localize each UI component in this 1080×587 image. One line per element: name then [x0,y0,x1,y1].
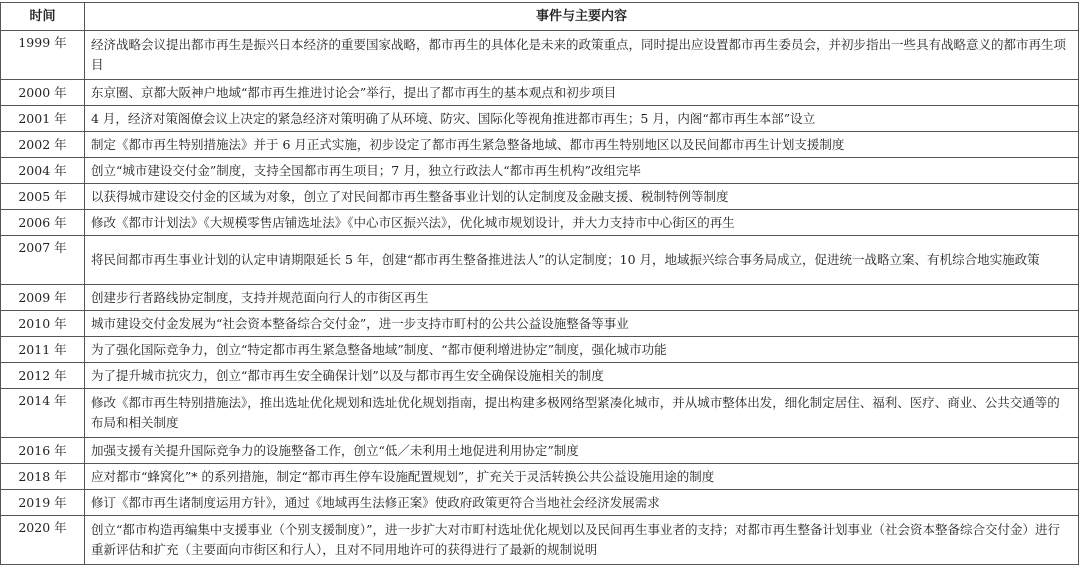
table-row [1,158,1079,184]
table-row [1,337,1079,363]
row-year: 2014 年 [1,389,85,438]
table-row [1,210,1079,236]
table-body [1,31,1079,565]
row-year: 2011 年 [1,337,85,363]
table-row [1,516,1079,565]
row-event: 为了提升城市抗灾力，创立“都市再生安全确保计划”以及与都市再生安全确保设施相关的制度 [85,363,1079,389]
row-year: 2010 年 [1,311,85,337]
urban-regeneration-timeline-table [0,2,1079,565]
row-event: 加强支援有关提升国际竞争力的设施整备工作，创立“低／未利用土地促进利用协定”制度 [85,438,1079,464]
row-year: 2018 年 [1,464,85,490]
row-event: 城市建设交付金发展为“社会资本整备综合交付金”，进一步支持市町村的公共公益设施整备等事业 [85,311,1079,337]
table-row [1,285,1079,311]
table-row [1,236,1079,285]
row-year: 2002 年 [1,132,85,158]
table-row [1,311,1079,337]
row-event: 经济战略会议提出都市再生是振兴日本经济的重要国家战略，都市再生的具体化是未来的政策重点，同时提出应设置都市再生委员会，并初步指出一些具有战略意义的都市再生项目 [85,31,1079,80]
row-event: 将民间都市再生事业计划的认定申请期限延长 5 年，创建“都市再生整备推进法人”的认定制度；10 月，地域振兴综合事务局成立，促进统一战略立案、有机综合地实施政策 [85,236,1079,285]
row-year: 2020 年 [1,516,85,565]
table-row [1,464,1079,490]
row-event: 以获得城市建设交付金的区域为对象，创立了对民间都市再生整备事业计划的认定制度及金融支援、税制特例等制度 [85,184,1079,210]
row-year: 2019 年 [1,490,85,516]
row-year: 1999 年 [1,31,85,80]
header-event: 事件与主要内容 [85,3,1079,31]
table-row [1,106,1079,132]
row-event: 东京圈、京都大阪神户地域“都市再生推进讨论会”举行，提出了都市再生的基本观点和初步项目 [85,80,1079,106]
row-event: 为了强化国际竞争力，创立“特定都市再生紧急整备地域”制度、“都市便利增进协定”制度，强化城市功能 [85,337,1079,363]
row-event: 修改《都市再生特别措施法》，推出选址优化规划和选址优化规划指南，提出构建多极网络型紧凑化城市，并从城市整体出发，细化制定居住、福利、医疗、商业、公共交通等的布局和相关制度 [85,389,1079,438]
row-year: 2001 年 [1,106,85,132]
row-event: 创立“城市建设交付金”制度，支持全国都市再生项目；7 月，独立行政法人“都市再生机构”改组完毕 [85,158,1079,184]
row-event: 应对都市“蜂窝化”* 的系列措施，制定“都市再生停车设施配置规划”，扩充关于灵活转换公共公益设施用途的制度 [85,464,1079,490]
row-year: 2007 年 [1,236,85,285]
urban-regeneration-table-container [0,2,1078,565]
table-row [1,490,1079,516]
row-event: 4 月，经济对策阁僚会议上决定的紧急经济对策明确了从环境、防灾、国际化等视角推进都市再生；5 月，内阁“都市再生本部”设立 [85,106,1079,132]
row-event: 修订《都市再生诸制度运用方针》，通过《地域再生法修正案》使政府政策更符合当地社会经济发展需求 [85,490,1079,516]
row-year: 2006 年 [1,210,85,236]
table-row [1,80,1079,106]
row-year: 2012 年 [1,363,85,389]
header-year: 时间 [1,3,85,31]
row-event: 创建步行者路线协定制度，支持并规范面向行人的市街区再生 [85,285,1079,311]
row-year: 2016 年 [1,438,85,464]
row-year: 2004 年 [1,158,85,184]
row-year: 2000 年 [1,80,85,106]
table-row [1,363,1079,389]
table-row [1,438,1079,464]
row-year: 2009 年 [1,285,85,311]
table-row [1,184,1079,210]
table-row [1,132,1079,158]
row-event: 制定《都市再生特别措施法》并于 6 月正式实施，初步设定了都市再生紧急整备地域、都市再生特别地区以及民间都市再生计划支援制度 [85,132,1079,158]
table-header-row [1,3,1079,31]
table-row [1,389,1079,438]
row-event: 创立“都市构造再编集中支援事业（个别支援制度）”，进一步扩大对市町村选址优化规划以及民间再生事业者的支持；对都市再生整备计划事业（社会资本整备综合交付金）进行重新评估和扩充（主要面向市街区和行人），且对不同用地许可的获得进行了最新的规制说明 [85,516,1079,565]
row-event: 修改《都市计划法》《大规模零售店铺选址法》《中心市区振兴法》，优化城市规划设计，并大力支持市中心街区的再生 [85,210,1079,236]
row-year: 2005 年 [1,184,85,210]
table-row [1,31,1079,80]
